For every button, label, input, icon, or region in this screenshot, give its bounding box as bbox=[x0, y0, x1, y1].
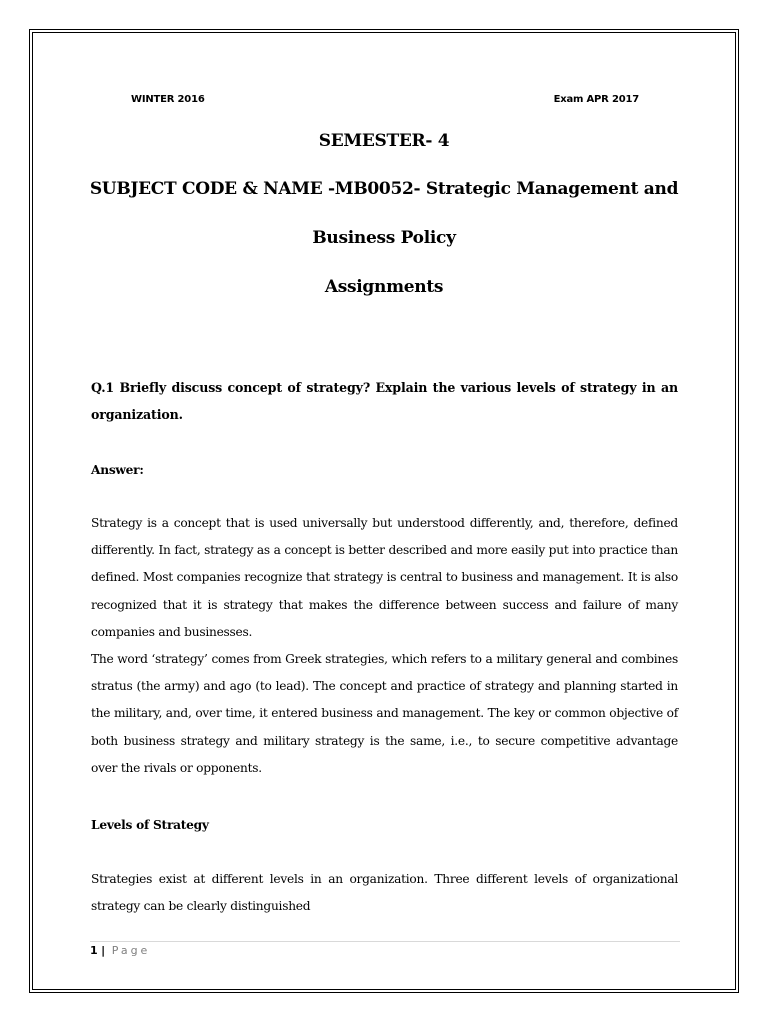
footer-divider bbox=[90, 941, 680, 942]
semester-title: SEMESTER- 4 bbox=[318, 131, 450, 151]
levels-heading: Levels of Strategy bbox=[91, 818, 209, 832]
header-term: WINTER 2016 bbox=[131, 94, 205, 105]
subject-title-line1: SUBJECT CODE & NAME -MB0052- Strategic Management and bbox=[89, 179, 679, 199]
subject-title-line2: Business Policy bbox=[312, 228, 456, 248]
paragraph-1: Strategy is a concept that is used universally but understood differently, and, therefore, defined differently. In fact, strategy as a concept is better described and more easily put into practice than defined. Most companies recognize that strategy is central to business and management. It is also recognized that it is strategy that makes the difference between success and failure of many companies and businesses. bbox=[91, 516, 678, 639]
page-number: 1 bbox=[90, 944, 98, 957]
page-footer bbox=[90, 944, 150, 957]
header-exam: Exam APR 2017 bbox=[553, 94, 639, 105]
question-1: Q.1 Briefly discuss concept of strategy? Explain the various levels of strategy in an organization. bbox=[91, 380, 678, 423]
page-label: Page bbox=[111, 944, 151, 957]
answer-label: Answer: bbox=[91, 463, 144, 477]
assignments-title: Assignments bbox=[324, 277, 444, 297]
footer-separator: | bbox=[101, 944, 106, 957]
answer-body bbox=[91, 510, 678, 782]
paragraph-3: Strategies exist at different levels in an organization. Three different levels of organizational strategy can be clearly distinguished bbox=[91, 872, 678, 914]
paragraph-2: The word ‘strategy’ comes from Greek strategies, which refers to a military general and combines stratus (the army) and ago (to lead). The concept and practice of strategy and planning started in the military, and, over time, it entered business and management. The key or common objective of both business strategy and military strategy is the same, i.e., to secure competitive advantage over the rivals or opponents. bbox=[91, 652, 678, 775]
